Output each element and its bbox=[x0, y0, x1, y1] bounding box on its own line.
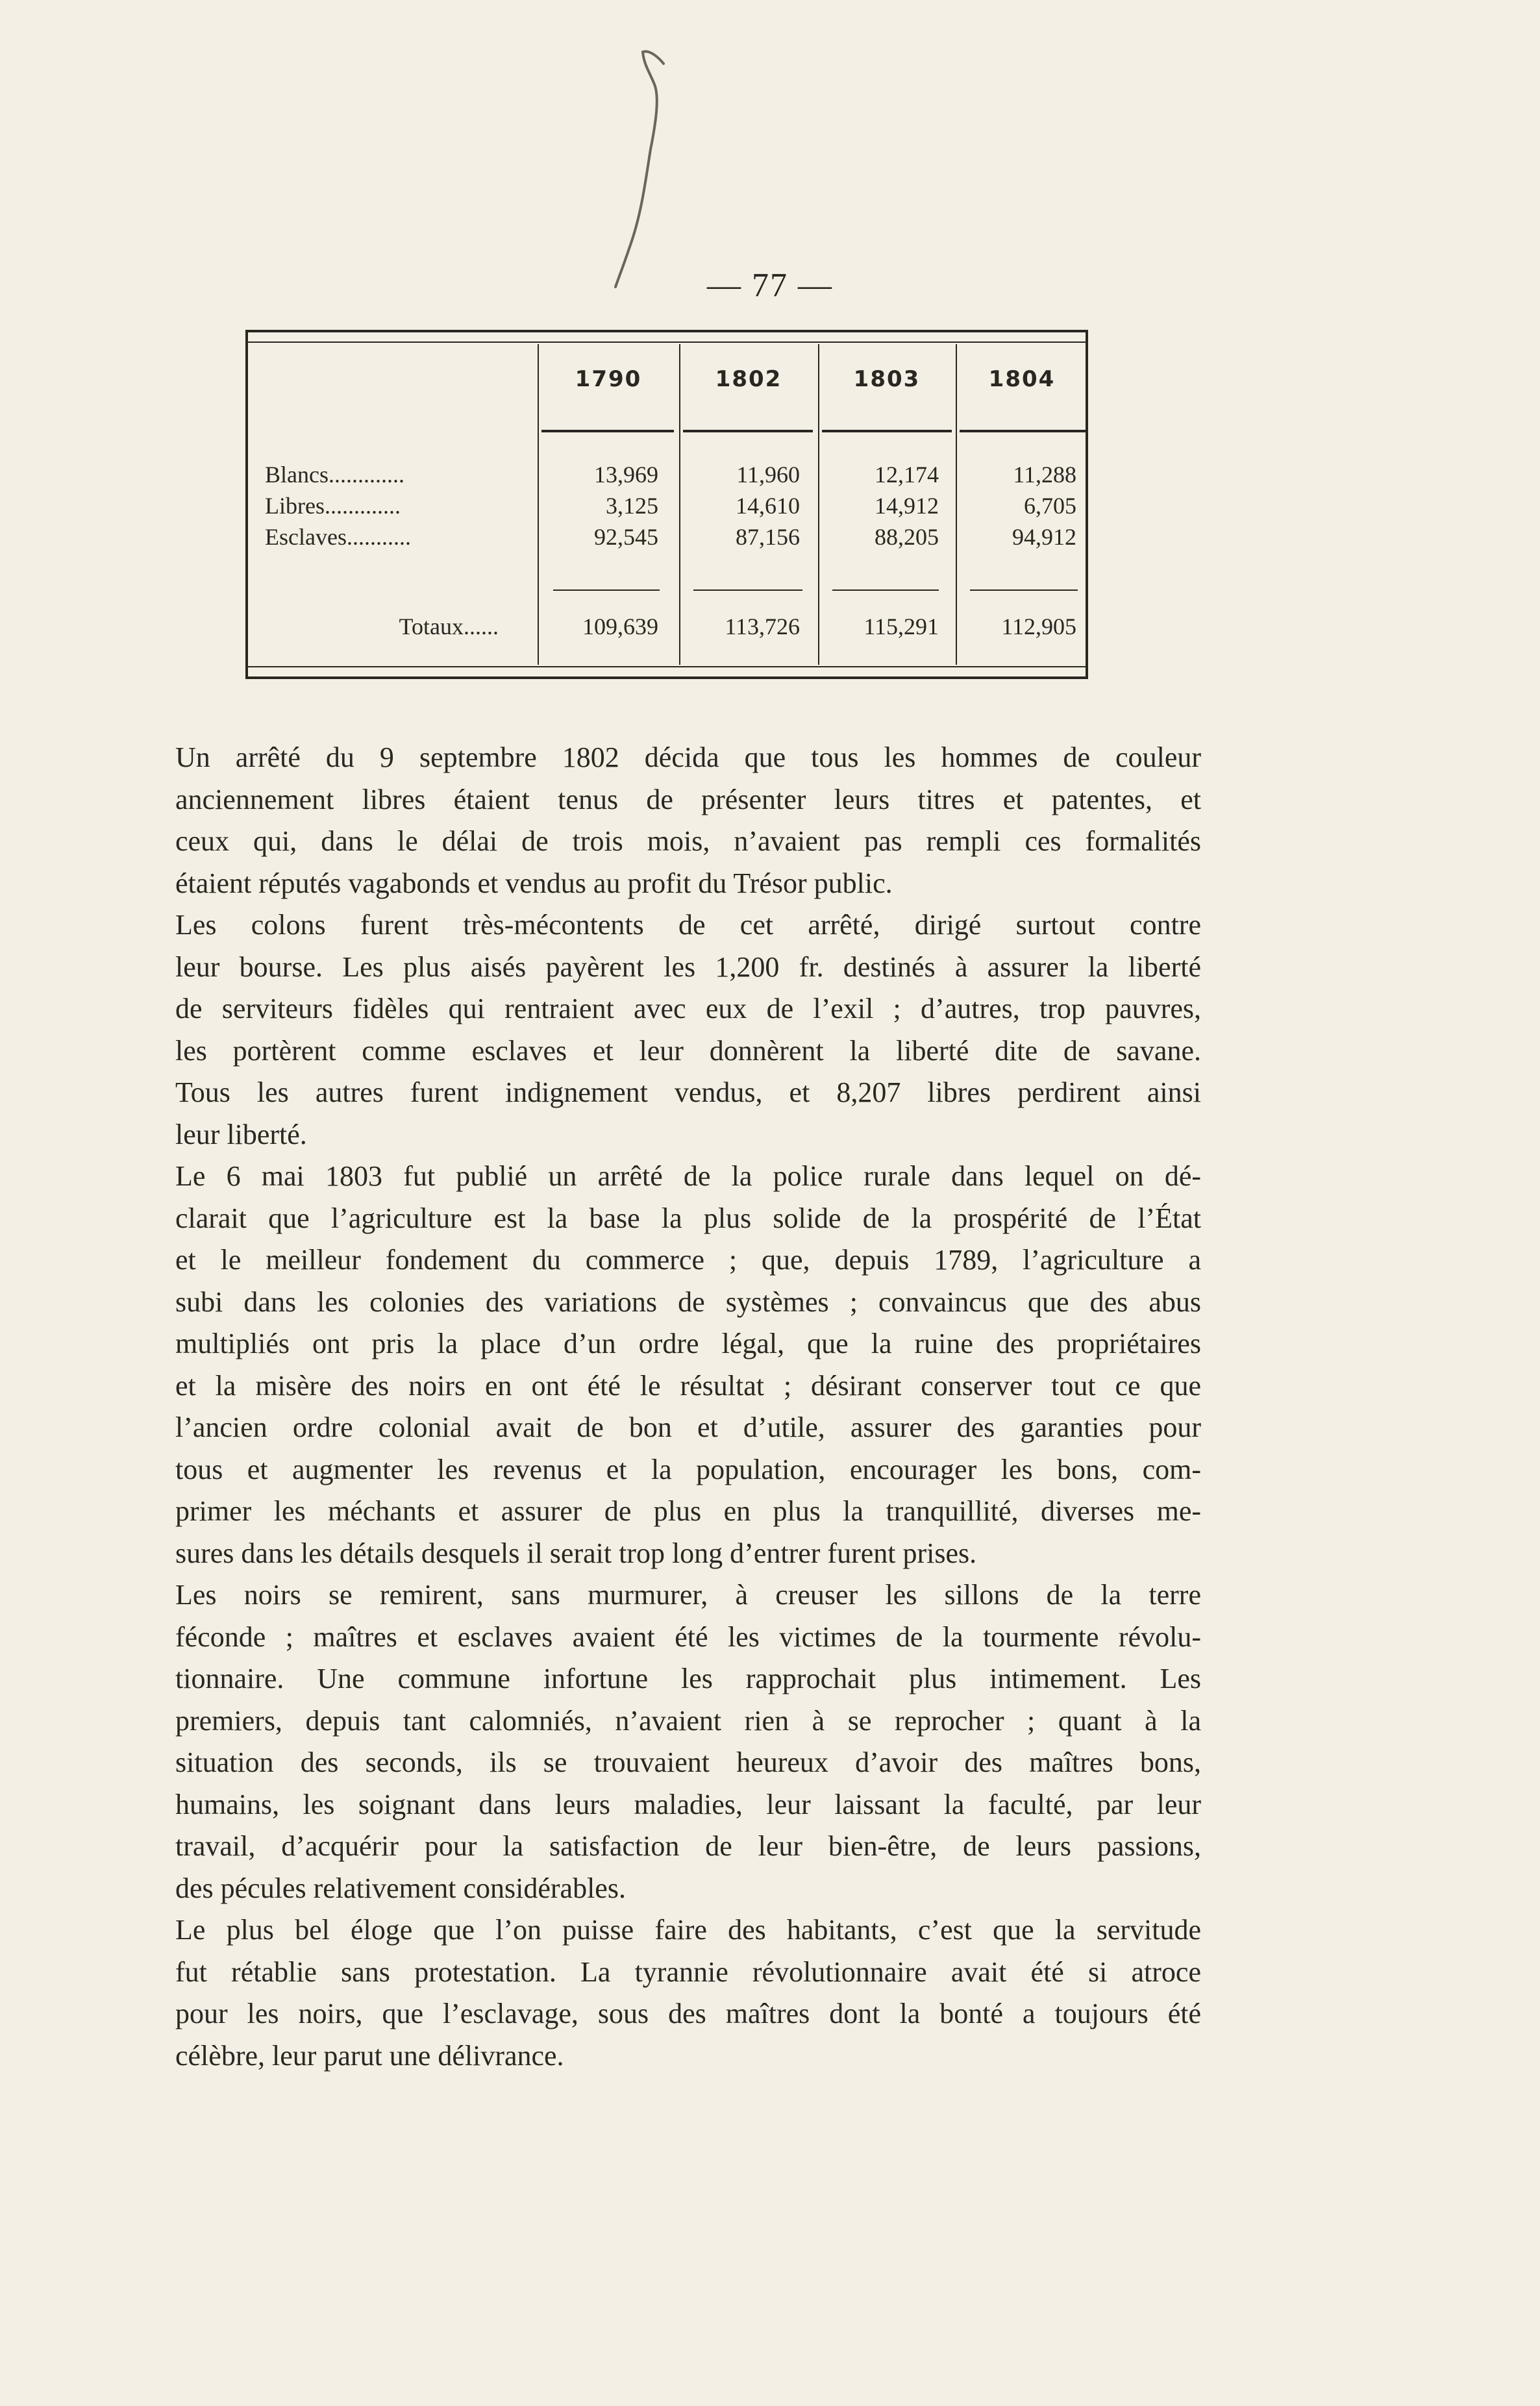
text-line: Le plus bel éloge que l’on puisse faire des habitants, c’est que la servitude bbox=[175, 1914, 1201, 1946]
table-sum-rule bbox=[970, 589, 1078, 591]
table-total-cell: 112,905 bbox=[1001, 614, 1076, 639]
table-header-year: 1804 bbox=[988, 366, 1056, 392]
text-line: Le 6 mai 1803 fut publié un arrêté de la police rurale dans lequel on dé- bbox=[175, 1160, 1201, 1192]
text-line: Un arrêté du 9 septembre 1802 décida que tous les hommes de couleur bbox=[175, 741, 1201, 773]
table-header-rule bbox=[683, 430, 813, 432]
text-line: multipliés ont pris la place d’un ordre légal, que la ruine des propriétaires bbox=[175, 1328, 1201, 1359]
table-cell: 12,174 bbox=[875, 462, 939, 488]
table-cell: 94,912 bbox=[1012, 524, 1076, 550]
body-text bbox=[175, 737, 1201, 2077]
text-line: l’ancien ordre colonial avait de bon et d’utile, assurer des garanties pour bbox=[175, 1411, 1201, 1443]
text-line: primer les méchants et assurer de plus en plus la tranquillité, diverses me- bbox=[175, 1495, 1201, 1527]
text-line: subi dans les colonies des variations de systèmes ; convaincus que des abus bbox=[175, 1285, 1201, 1318]
text-line: célèbre, leur parut une délivrance. bbox=[175, 2039, 564, 2072]
text-line: tous et augmenter les revenus et la population, encourager les bons, com- bbox=[175, 1453, 1201, 1485]
paragraph bbox=[175, 737, 1201, 904]
table-total-cell: 113,726 bbox=[725, 614, 800, 639]
table-header-rule bbox=[960, 430, 1087, 432]
text-line: Tous les autres furent indignement vendus, et 8,207 libres perdirent ainsi bbox=[175, 1076, 1201, 1108]
table-cell: 88,205 bbox=[875, 524, 939, 550]
page-number: — 77 — bbox=[707, 267, 833, 304]
text-line: et le meilleur fondement du commerce ; que, depuis 1789, l’agriculture a bbox=[175, 1244, 1201, 1276]
text-line: leur bourse. Les plus aisés payèrent les 1,200 fr. destinés à assurer la liberté bbox=[175, 950, 1201, 983]
text-line: premiers, depuis tant calomniés, n’avaient rien à se reprocher ; quant à la bbox=[175, 1704, 1201, 1737]
text-line: situation des seconds, ils se trouvaient heureux d’avoir des maîtres bons, bbox=[175, 1746, 1201, 1778]
text-line: humains, les soignant dans leurs maladies, leur laissant la faculté, par leur bbox=[175, 1788, 1201, 1820]
table-cell: 6,705 bbox=[1024, 493, 1076, 519]
text-line: les portèrent comme esclaves et leur donnèrent la liberté dite de savane. bbox=[175, 1034, 1201, 1067]
table-header-year: 1790 bbox=[575, 366, 642, 392]
text-line: leur liberté. bbox=[175, 1118, 307, 1150]
table-cell: 11,288 bbox=[1013, 462, 1076, 488]
table-cell: 11,960 bbox=[736, 462, 800, 488]
text-line: clarait que l’agriculture est la base la plus solide de la prospérité de l’État bbox=[175, 1202, 1201, 1234]
text-line: Les colons furent très-mécontents de cet arrêté, dirigé surtout contre bbox=[175, 909, 1201, 941]
paragraph bbox=[175, 1574, 1201, 1909]
text-line: tionnaire. Une commune infortune les rapprochait plus intimement. Les bbox=[175, 1663, 1201, 1694]
table-header-rule bbox=[822, 430, 952, 432]
table-cell: 14,912 bbox=[875, 493, 939, 519]
paragraph bbox=[175, 904, 1201, 1156]
table-cell: 92,545 bbox=[594, 524, 658, 550]
table-row-label: Libres............. bbox=[265, 493, 401, 519]
ink-stain-mark bbox=[604, 45, 688, 292]
text-line: anciennement libres étaient tenus de présenter leurs titres et patentes, et bbox=[175, 783, 1201, 815]
text-line: féconde ; maîtres et esclaves avaient été les victimes de la tourmente révolu- bbox=[175, 1620, 1201, 1653]
text-line: pour les noirs, que l’esclavage, sous des maîtres dont la bonté a toujours été bbox=[175, 1998, 1201, 2029]
table-sum-rule bbox=[832, 589, 939, 591]
text-line: sures dans les détails desquels il serait trop long d’entrer furent prises. bbox=[175, 1537, 977, 1569]
text-line: fut rétablie sans protestation. La tyrannie révolutionnaire avait été si atroce bbox=[175, 1955, 1201, 1988]
text-line: de serviteurs fidèles qui rentraient avec eux de l’exil ; d’autres, trop pauvres, bbox=[175, 993, 1201, 1024]
table-header-rule bbox=[541, 430, 674, 432]
table-total-cell: 109,639 bbox=[582, 614, 658, 639]
table-row-label: Blancs............. bbox=[265, 462, 404, 488]
paragraph bbox=[175, 1909, 1201, 2077]
table-header-year: 1802 bbox=[715, 366, 782, 392]
text-line: travail, d’acquérir pour la satisfaction de leur bien-être, de leurs passions, bbox=[175, 1830, 1201, 1862]
population-table bbox=[245, 330, 1088, 679]
table-cell: 13,969 bbox=[594, 462, 658, 488]
table-header-year: 1803 bbox=[853, 366, 921, 392]
text-line: Les noirs se remirent, sans murmurer, à creuser les sillons de la terre bbox=[175, 1579, 1201, 1611]
table-sum-rule bbox=[553, 589, 660, 591]
table-cell: 14,610 bbox=[736, 493, 800, 519]
text-line: étaient réputés vagabonds et vendus au profit du Trésor public. bbox=[175, 867, 893, 899]
text-line: et la misère des noirs en ont été le résultat ; désirant conserver tout ce que bbox=[175, 1369, 1201, 1402]
table-cell: 3,125 bbox=[606, 493, 658, 519]
text-line: ceux qui, dans le délai de trois mois, n’avaient pas rempli ces formalités bbox=[175, 825, 1201, 857]
table-cell: 87,156 bbox=[736, 524, 800, 550]
paragraph bbox=[175, 1156, 1201, 1574]
table-total-label: Totaux...... bbox=[399, 614, 499, 639]
table-total-cell: 115,291 bbox=[863, 614, 939, 639]
table-row-label: Esclaves........... bbox=[265, 524, 411, 550]
text-line: des pécules relativement considérables. bbox=[175, 1872, 626, 1904]
table-sum-rule bbox=[693, 589, 802, 591]
